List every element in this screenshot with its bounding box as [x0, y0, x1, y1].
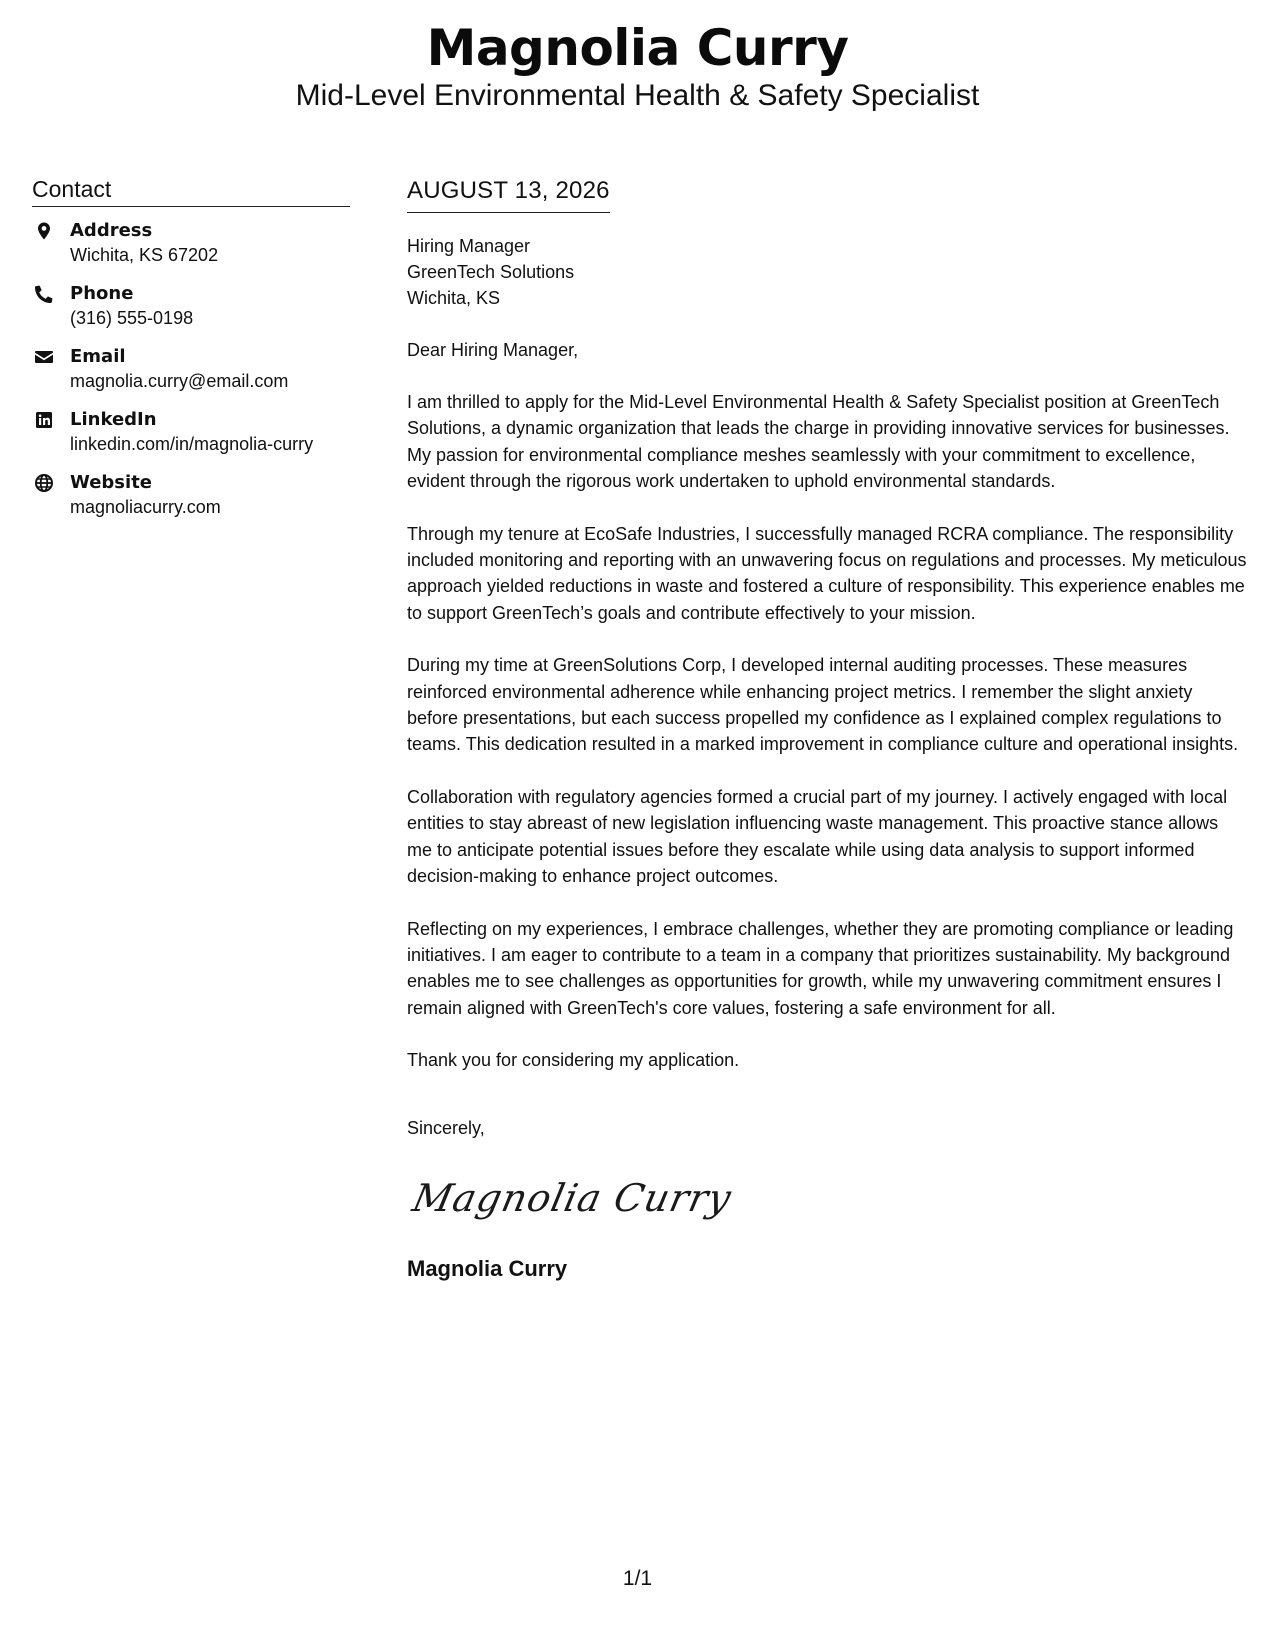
- contact-value: magnoliacurry.com: [70, 497, 221, 517]
- envelope-icon: [34, 347, 54, 367]
- map-pin-icon: [34, 221, 54, 241]
- svg-text:Magnolia Curry: Magnolia Curry: [408, 1176, 736, 1222]
- contact-item-email: [32, 345, 350, 397]
- contact-value: (316) 555-0198: [70, 308, 194, 328]
- body-paragraph: Through my tenure at EcoSafe Industries, I successfully managed RCRA compliance. The responsibility included monitoring and reporting with an unwavering focus on regulations and processes. My meticulous approach yielded reductions in waste and fostered a culture of responsibility. This experience enables me to support GreenTech’s goals and contribute effectively to your mission.: [407, 523, 1247, 623]
- contact-value: Wichita, KS 67202: [70, 245, 219, 265]
- contact-label: LinkedIn: [70, 409, 157, 430]
- contact-value: linkedin.com/in/magnolia-curry: [70, 434, 314, 454]
- body-paragraph: I am thrilled to apply for the Mid-Level Environmental Health & Safety Specialist position at GreenTech Solutions, a dynamic organization that leads the charge in providing innovative services for businesses. My passion for environmental compliance meshes seamlessly with your commitment to excellence, evident through the rigorous work undertaken to uphold environmental standards.: [407, 392, 1230, 492]
- letter-date: AUGUST 13, 2026: [407, 177, 610, 204]
- contact-list: [32, 219, 350, 523]
- globe-icon: [34, 473, 54, 493]
- recipient-block: [407, 233, 1247, 311]
- body-paragraph: During my time at GreenSolutions Corp, I developed internal auditing processes. These measures reinforced environmental adherence while enhancing project metrics. I remember the slight anxiety before presentations, but each success propelled my confidence as I explained complex regulations to teams. This dedication resulted in a marked improvement in compliance culture and operational insights.: [407, 655, 1239, 755]
- date-block: [407, 176, 610, 213]
- body-paragraph: Collaboration with regulatory agencies formed a crucial part of my journey. I actively engaged with local entities to stay abreast of new legislation influencing waste management. This proactive stance allows me to anticipate potential issues before they escalate while using data analysis to support informed decision-making to enhance project outcomes.: [407, 786, 1228, 887]
- closing-line: Thank you for considering my application.: [407, 1050, 740, 1071]
- contact-value: magnolia.curry@email.com: [70, 371, 289, 391]
- applicant-name: Magnolia Curry: [426, 19, 849, 77]
- contact-item-website: [32, 471, 350, 523]
- contact-sidebar: [32, 174, 350, 534]
- contact-item-phone: [32, 282, 350, 334]
- linkedin-icon: [34, 410, 54, 430]
- letter-header: [0, 18, 1275, 114]
- contact-item-linkedin: [32, 408, 350, 460]
- body-paragraph: Reflecting on my experiences, I embrace challenges, whether they are promoting compliance or leading initiatives. I am eager to contribute to a team in a company that prioritizes sustainability. My background enables me to see challenges as opportunities for growth, while my unwavering commitment ensures I remain aligned with GreenTech's core values, fostering a safe environment for all.: [407, 918, 1234, 1018]
- recipient-line: GreenTech Solutions: [407, 262, 575, 282]
- contact-heading: Contact: [32, 174, 350, 207]
- recipient-line: Hiring Manager: [407, 236, 531, 256]
- signer-name: Magnolia Curry: [407, 1256, 568, 1282]
- letter-body: [407, 176, 1247, 1283]
- recipient-line: Wichita, KS: [407, 288, 501, 308]
- contact-label: Website: [70, 472, 153, 493]
- signoff: Sincerely,: [407, 1118, 485, 1139]
- contact-label: Email: [70, 346, 126, 367]
- page-number: 1/1: [622, 1567, 653, 1590]
- applicant-title: Mid-Level Environmental Health & Safety Specialist: [295, 79, 980, 112]
- contact-label: Address: [70, 220, 153, 241]
- contact-label: Phone: [70, 283, 134, 304]
- contact-item-address: [32, 219, 350, 271]
- handwritten-signature: [407, 1163, 736, 1233]
- greeting: Dear Hiring Manager,: [407, 340, 579, 360]
- phone-icon: [34, 284, 54, 304]
